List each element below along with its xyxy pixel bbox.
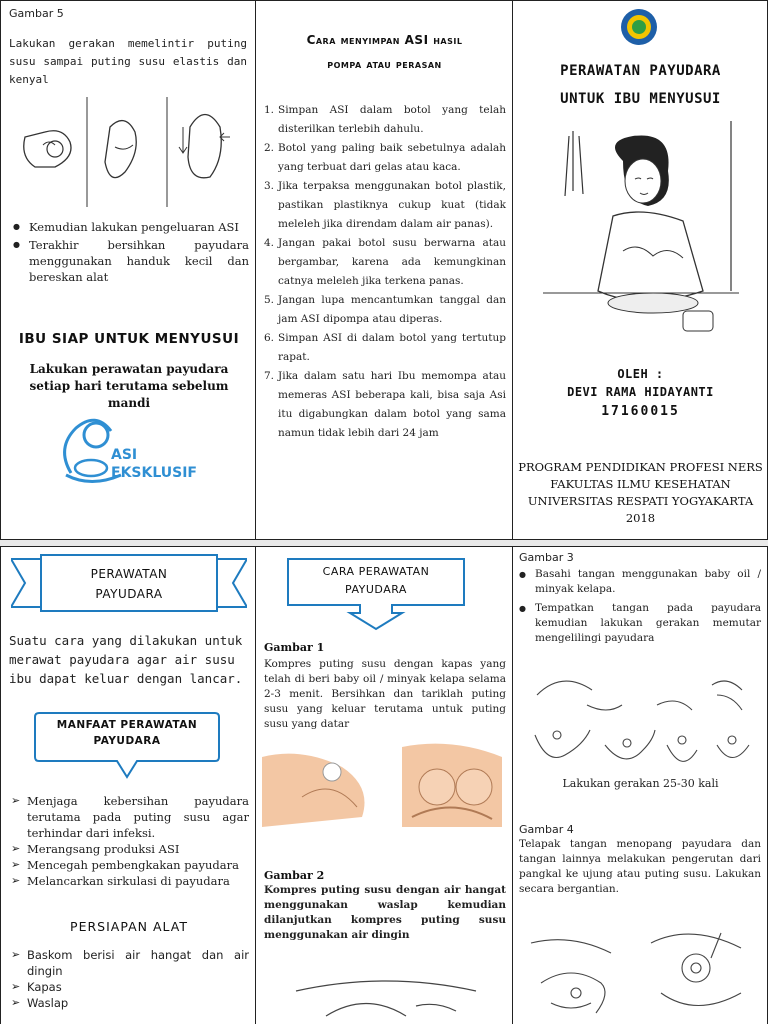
storage-title-line1: Cara menyimpan ASI hasil (306, 33, 463, 47)
author-name: DEVI RAMA HIDAYANTI (567, 385, 714, 399)
list-item: 2. Botol yang paling baik sebetulnya adalah yang terbuat dari gelas atau kaca. (264, 142, 506, 173)
list-item: ● Terakhir bersihkan payudara menggunakan handuk kecil dan bereskan alat (9, 237, 249, 285)
prep-list (9, 947, 249, 1011)
panel-perawatan-payudara (0, 547, 256, 1024)
ribbon-line2: PAYUDARA (95, 587, 163, 601)
mother-breast-care-illustration (543, 121, 739, 343)
list-item: ➢ Baskom berisi air hangat dan air dingin (9, 947, 249, 979)
benefit-title-line1: MANFAAT PERAWATAN (56, 719, 198, 731)
gambar-2-text: Kompres puting susu dengan air hangat menggunakan waslap kemudian dilanjutkan kompres puting susu menggunakan air dingin (264, 884, 506, 941)
list-item: 6. Simpan ASI di dalam botol yang tertutup rapat. (264, 332, 506, 363)
panel-gambar-3-4 (513, 547, 768, 1024)
list-item: ➢ Waslap (9, 995, 249, 1011)
gambar-5-instruction: Lakukan gerakan memelintir puting susu sampai puting susu elastis dan kenyal (9, 37, 247, 86)
cover-title-line2: UNTUK IBU MENYUSUI (560, 91, 721, 107)
compress-illustration (262, 737, 506, 837)
storage-steps (264, 101, 506, 443)
list-item: ● Kemudian lakukan pengeluaran ASI (9, 219, 249, 235)
institution-university: UNIVERSITAS RESPATI YOGYAKARTA (527, 494, 754, 508)
panel-gambar-5 (0, 1, 256, 539)
washcloth-illustration (286, 961, 486, 1021)
asi-eksklusif-logo (51, 413, 221, 493)
gambar-3-steps (515, 567, 761, 648)
list-item: ➢ Merangsang produksi ASI (9, 841, 249, 857)
benefit-list (9, 793, 249, 889)
ready-text: Lakukan perawatan payudara setiap hari terutama sebelum mandi (29, 362, 229, 410)
list-item: 3. Jika terpaksa menggunakan botol plastik, pastikan plastiknya cukup kuat (tidak meleleh jika direndam dalam air panas). (264, 180, 506, 230)
gambar-5-label: Gambar 5 (9, 7, 64, 20)
gambar-4-label: Gambar 4 (519, 823, 574, 836)
nipple-twist-illustration (15, 97, 245, 207)
institution-program: PROGRAM PENDIDIKAN PROFESI NERS (518, 460, 763, 474)
list-item: 1. Simpan ASI dalam botol yang telah disterilkan terlebih dahulu. (264, 104, 506, 135)
institution-faculty: FAKULTAS ILMU KESEHATAN (550, 477, 731, 491)
brochure-inside (0, 546, 768, 1024)
list-item: 5. Jangan lupa mencantumkan tanggal dan jam ASI dipompa atau diperas. (264, 294, 506, 325)
list-item: ➢ Mencegah pembengkakan payudara (9, 857, 249, 873)
panel-cover (513, 1, 768, 539)
list-item: ➢ Menjaga kebersihan payudara terutama pada puting susu agar terhindar dari infeksi. (9, 793, 249, 841)
logo-text-eksklusif: EKSKLUSIF (111, 465, 197, 481)
gambar-4-text: Telapak tangan menopang payudara dan tangan lainnya melakukan pengerutan dari pangkal ke ujung atau puting susu. Lakukan secara bergantian. (519, 838, 761, 895)
university-emblem-icon (619, 7, 659, 47)
list-item: ● Tempatkan tangan pada payudara kemudian lakukan gerakan memutar mengelilingi payudara (515, 601, 761, 646)
list-item: 4. Jangan pakai botol susu berwarna atau bergambar, karena ada kemungkinan catnya meleleh jika terkena panas. (264, 237, 506, 287)
benefit-callout (33, 711, 221, 781)
list-item: ➢ Kapas (9, 979, 249, 995)
method-title-line2: PAYUDARA (345, 583, 407, 596)
definition-text: Suatu cara yang dilakukan untuk merawat payudara agar air susu ibu dapat keluar dengan lancar. (9, 633, 243, 686)
gambar-3-label: Gambar 3 (519, 551, 574, 564)
gambar-1-text: Kompres puting susu dengan kapas yang telah di beri baby oil / minyak kelapa selama 2-3 menit. Bersihkan dan tariklah puting susu yang keluar terutama untuk puting susu yang datar (264, 658, 506, 730)
panel-cara-perawatan (256, 547, 513, 1024)
method-title-line1: CARA PERAWATAN (322, 565, 430, 578)
list-item: ● Basahi tangan menggunakan baby oil / minyak kelapa. (515, 567, 761, 597)
gambar-5-steps (9, 219, 249, 287)
institution-year: 2018 (625, 511, 656, 525)
institution-block (513, 459, 768, 527)
ready-title: IBU SIAP UNTUK MENYUSUI (18, 331, 240, 347)
list-item: ➢ Melancarkan sirkulasi di payudara (9, 873, 249, 889)
gambar-3-caption: Lakukan gerakan 25-30 kali (562, 777, 719, 790)
panel-menyimpan-asi (256, 1, 513, 539)
circular-massage-illustration (527, 665, 757, 775)
benefit-title-line2: PAYUDARA (93, 735, 161, 747)
storage-title-line2: pompa atau perasan (327, 57, 442, 71)
title-ribbon (11, 553, 247, 613)
squeeze-massage-illustration (521, 923, 761, 1023)
oleh-label: OLEH : (617, 367, 664, 381)
list-item: 7. Jika dalam satu hari Ibu memompa atau memeras ASI beberapa kali, bisa saja Asi itu digabungkan dalam botol yang sama namun tidak lebih dari 24 jam (264, 370, 506, 439)
author-nim: 17160015 (601, 404, 680, 419)
method-callout (286, 555, 466, 631)
gambar-2-label: Gambar 2 (264, 869, 325, 882)
gambar-1-label: Gambar 1 (264, 641, 325, 654)
cover-title-line1: PERAWATAN PAYUDARA (560, 63, 721, 79)
prep-title: PERSIAPAN ALAT (70, 919, 188, 934)
logo-text-asi: ASI (111, 447, 138, 463)
ribbon-line1: PERAWATAN (90, 567, 168, 581)
